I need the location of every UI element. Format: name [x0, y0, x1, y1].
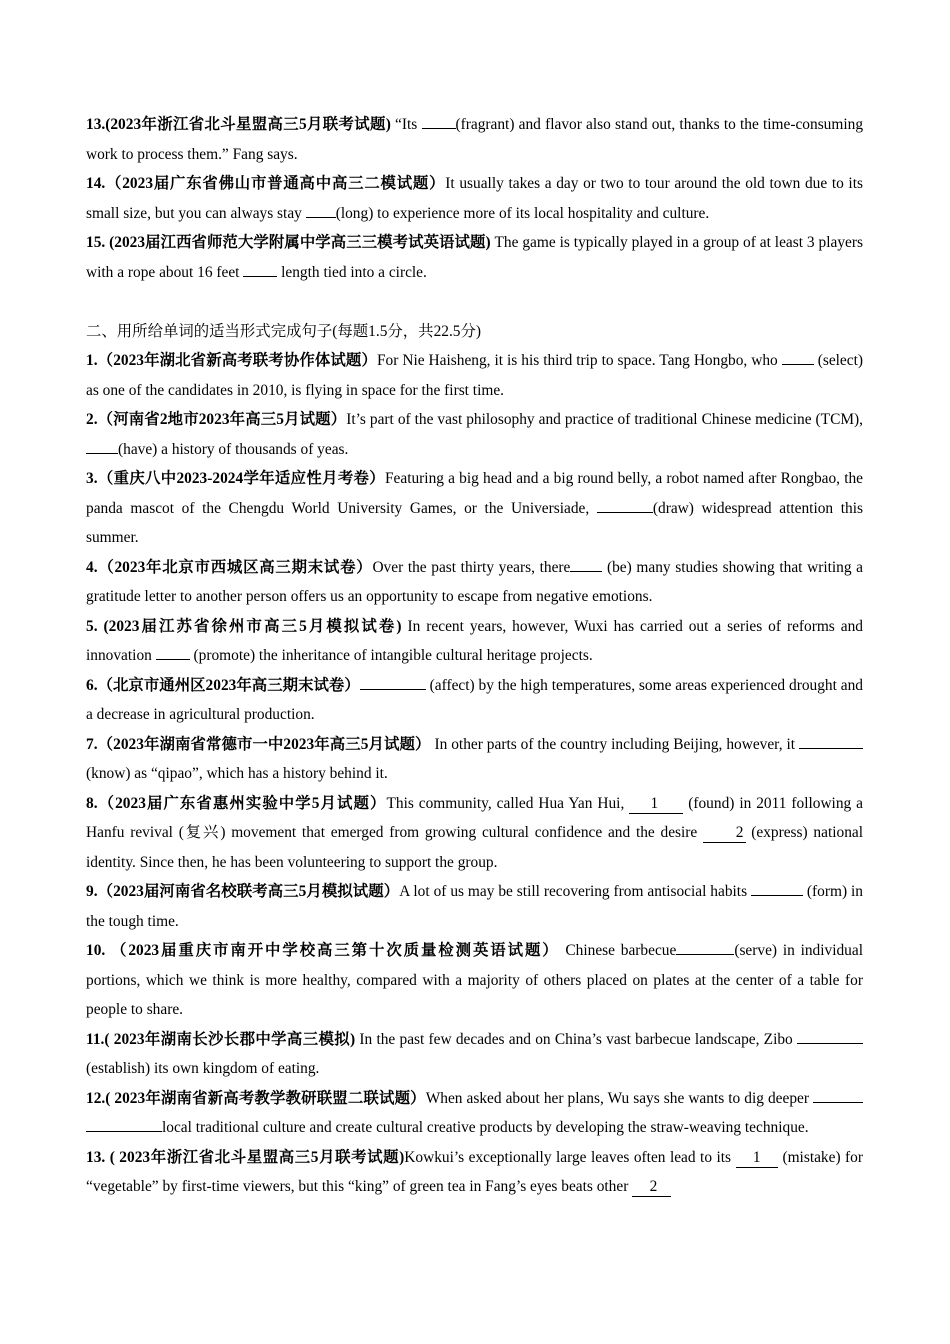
answer-blank[interactable] — [243, 262, 277, 277]
question-9: 9.（2023届河南省名校联考高三5月模拟试题）A lot of us may be still recovering from antisocial habits (form) in the tough time. — [86, 883, 863, 930]
question-7: 7.（2023年湖南省常德市一中2023年高三5月试题） In other parts of the country including Beijing, however, it (know) as “qipao”, which has a history behind it. — [86, 730, 863, 789]
document-body — [86, 110, 863, 1202]
section-heading: 二、用所给单词的适当形式完成句子(每题1.5分，共22.5分) — [86, 322, 482, 340]
question-13: 13. ( 2023年浙江省北斗星盟高三5月联考试题)Kowkui’s exceptionally large leaves often lead to its 1 (mistake) for “vegetable” by first-time viewers, but this “king” of green tea in Fang’s eyes beats other 2 — [86, 1148, 863, 1195]
question-source: 2.（河南省2地市2023年高三5月试题） — [86, 411, 347, 428]
question-source: 10. （2023届重庆市南开中学校高三第十次质量检测英语试题） — [86, 942, 560, 959]
question-source: 3.（重庆八中2023-2024学年适应性月考卷） — [86, 470, 385, 487]
answer-blank[interactable] — [86, 1117, 162, 1132]
answer-blank[interactable] — [570, 557, 602, 572]
answer-blank[interactable] — [597, 498, 653, 513]
question-6: 6.（北京市通州区2023年高三期末试卷） (affect) by the high temperatures, some areas experienced drought and a decrease in agricultural production. — [86, 676, 863, 723]
answer-blank[interactable] — [422, 114, 456, 129]
answer-blank[interactable] — [813, 1088, 863, 1103]
numbered-blank[interactable]: 1 — [736, 1149, 778, 1168]
question-5: 5. (2023届江苏省徐州市高三5月模拟试卷) In recent years, however, Wuxi has carried out a series of reforms and innovation (promote) the inheritance of intangible cultural heritage projects. — [86, 617, 863, 664]
question-13-part1: 13.(2023年浙江省北斗星盟高三5月联考试题) “Its (fragrant) and flavor also stand out, thanks to the time-consuming work to process them.” Fang says. — [86, 116, 864, 163]
question-source: 13. ( 2023年浙江省北斗星盟高三5月联考试题) — [86, 1148, 405, 1166]
answer-blank[interactable] — [306, 203, 336, 218]
numbered-blank[interactable]: 2 — [632, 1178, 671, 1197]
question-8: 8.（2023届广东省惠州实验中学5月试题）This community, called Hua Yan Hui, 1 (found) in 2011 following a Hanfu revival (复兴) movement that emerged from growing cultural confidence and the desire 2 (express) national identity. Since then, he has been volunteering to support the group. — [86, 794, 863, 871]
question-10: 10. （2023届重庆市南开中学校高三第十次质量检测英语试题） Chinese barbecue (serve) in individual portions, which we think is more healthy, compared with a majority of others placed on plates at the center of a table for people to share. — [86, 942, 863, 1018]
question-source: 11.( 2023年湖南长沙长郡中学高三模拟) — [86, 1030, 356, 1048]
question-2: 2.（河南省2地市2023年高三5月试题）It’s part of the vast philosophy and practice of traditional Chinese medicine (TCM), (have) a history of thousands of yeas. — [86, 411, 863, 458]
question-12: 12.( 2023年湖南省新高考教学教研联盟二联试题）When asked about her plans, Wu says she wants to dig deeper local traditional culture and create cultural creative products by developing the straw-weaving technique. — [86, 1084, 863, 1143]
question-source: 13.(2023年浙江省北斗星盟高三5月联考试题) — [86, 116, 391, 133]
question-3: 3.（重庆八中2023-2024学年适应性月考卷）Featuring a big head and a big round belly, a robot named after Rongbao, the panda mascot of the Chengdu World University Games, or the Universiade, (draw) widespread attention this summer. — [86, 470, 864, 546]
question-source: 15. (2023届江西省师范大学附属中学高三三模考试英语试题) — [86, 234, 491, 251]
numbered-blank[interactable]: 2 — [703, 824, 745, 843]
question-source: 1.（2023年湖北省新高考联考协作体试题） — [86, 352, 377, 369]
question-source: 12.( 2023年湖南省新高考教学教研联盟二联试题） — [86, 1089, 426, 1107]
question-4: 4.（2023年北京市西城区高三期末试卷）Over the past thirty years, there (be) many studies showing that writing a gratitude letter to another person offers us an opportunity to escape from negative emotions. — [86, 558, 863, 605]
question-source: 5. (2023届江苏省徐州市高三5月模拟试卷) — [86, 617, 402, 635]
answer-blank[interactable] — [156, 645, 190, 660]
answer-blank[interactable] — [86, 439, 118, 454]
question-11: 11.( 2023年湖南长沙长郡中学高三模拟) In the past few decades and on China’s vast barbecue landscape, Zibo (establish) its own kingdom of eating. — [86, 1025, 863, 1084]
question-source: 9.（2023届河南省名校联考高三5月模拟试题） — [86, 883, 400, 900]
answer-blank[interactable] — [751, 881, 803, 896]
question-15-part1: 15. (2023届江西省师范大学附属中学高三三模考试英语试题) The game is typically played in a group of at least 3 players with a rope about 16 feet length tied into a circle. — [86, 234, 863, 281]
answer-blank[interactable] — [676, 940, 734, 955]
answer-blank[interactable] — [799, 734, 863, 749]
answer-blank[interactable] — [782, 350, 814, 365]
numbered-blank[interactable]: 1 — [629, 795, 683, 814]
answer-blank[interactable] — [360, 675, 426, 690]
question-source: 6.（北京市通州区2023年高三期末试卷） — [86, 676, 360, 694]
answer-blank[interactable] — [797, 1029, 863, 1044]
question-source: 8.（2023届广东省惠州实验中学5月试题） — [86, 794, 387, 812]
question-1: 1.（2023年湖北省新高考联考协作体试题）For Nie Haisheng, it is his third trip to space. Tang Hongbo, who (select) as one of the candidates in 2010, is flying in space for the first time. — [86, 352, 863, 399]
question-source: 4.（2023年北京市西城区高三期末试卷） — [86, 558, 373, 576]
question-source: 14.（2023届广东省佛山市普通高中高三二模试题） — [86, 175, 446, 192]
question-14-part1: 14.（2023届广东省佛山市普通高中高三二模试题）It usually takes a day or two to tour around the old town due to its small size, but you can always stay (long) to experience more of its local hospitality and culture. — [86, 175, 863, 222]
question-source: 7.（2023年湖南省常德市一中2023年高三5月试题） — [86, 735, 431, 753]
